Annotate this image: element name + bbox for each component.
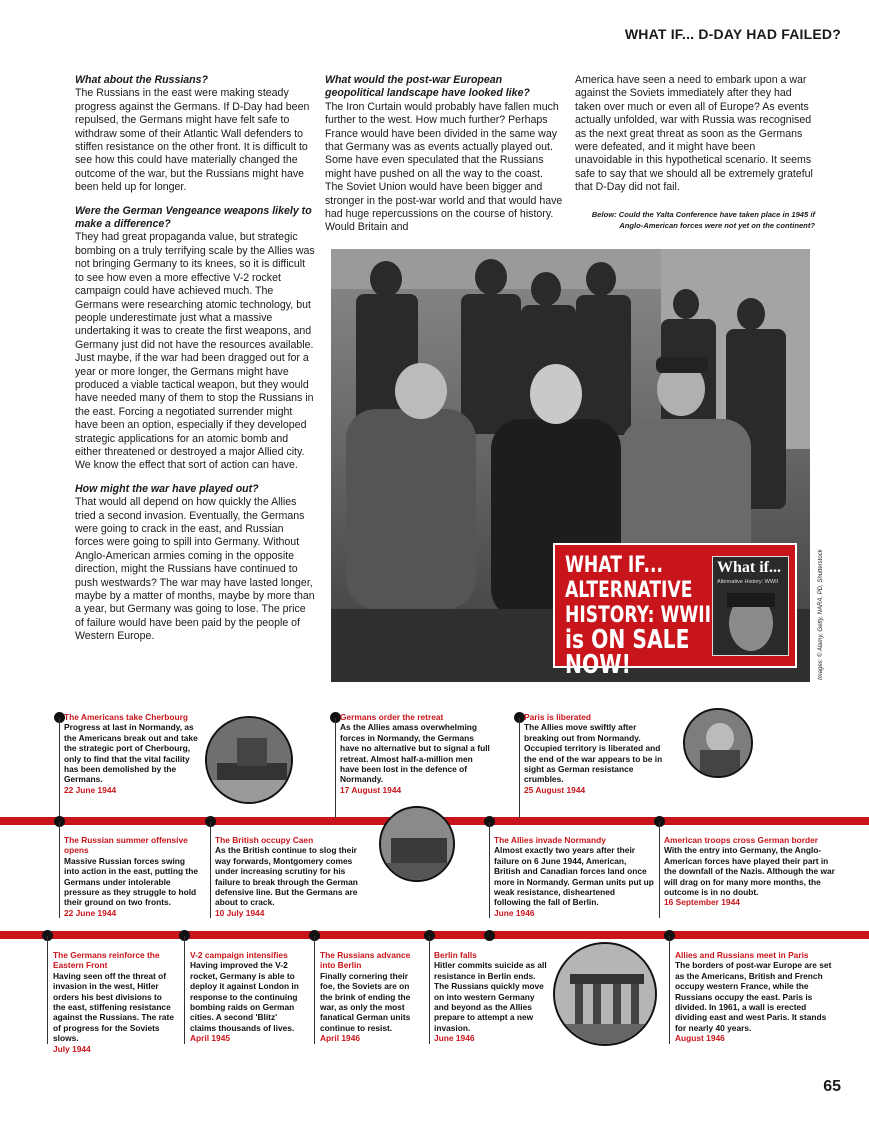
timeline-date: April 1946 <box>320 1033 361 1044</box>
timeline-entry <box>320 950 420 1044</box>
timeline-stem <box>59 718 60 818</box>
timeline-date: 22 June 1944 <box>64 784 117 795</box>
berlin-gate-photo <box>553 942 657 1046</box>
timeline-body: With the entry into Germany, the Anglo-American forces have played their part in the downfall of the Nazis. Although the war will drag on for many more months, the outcome is in no doubt. <box>664 845 835 898</box>
timeline-stem <box>429 936 430 1044</box>
caen-photo <box>379 806 455 882</box>
timeline-title: The Russians advance into Berlin <box>320 950 411 971</box>
page-number: 65 <box>823 1078 841 1095</box>
body-paragraph: The Iron Curtain would probably have fallen much further to the west. How much further? Perhaps France would have been divided in the same way that Germany was as events actually played out. Some have even speculated that the Russians might have pushed on all the way to the coast. The Soviet Union would have been bigger and stronger in the post-war world and that would have had huge repercussions on the course of history. Would Britain and <box>325 100 563 234</box>
timeline-body: Having improved the V-2 rocket, Germany is able to deploy it against London in response to the continuing bombing raids on German cities. A second 'Blitz' claims thousands of lives. <box>190 960 299 1033</box>
timeline-body: Finally cornering their foe, the Soviets are on the brink of ending the war, as only the most fanatical German units continue to resist. <box>320 970 411 1033</box>
timeline-title: The Americans take Cherbourg <box>64 712 188 722</box>
timeline-entry <box>64 835 199 918</box>
timeline-stem <box>59 822 60 918</box>
timeline-title: The Russian summer offensive opens <box>64 835 188 856</box>
timeline-entry <box>64 712 199 795</box>
timeline-entry <box>340 712 490 795</box>
timeline-stem <box>519 718 520 818</box>
hitler-portrait-icon <box>713 587 788 657</box>
timeline-marker <box>484 930 495 941</box>
timeline-body: Having seen off the threat of invasion in the west, Hitler orders his best divisions to the east, stiffening resistance against the Russians. The rate of progress for the Soviets slows. <box>53 970 175 1044</box>
magazine-title: What if... <box>717 559 781 576</box>
timeline-entry <box>190 950 305 1044</box>
paris-liberated-illustration <box>685 710 753 778</box>
brandenburg-gate-illustration <box>555 944 657 1046</box>
on-sale-advert[interactable] <box>553 543 797 680</box>
timeline-title: Germans order the retreat <box>340 712 444 722</box>
timeline-stem <box>314 936 315 1044</box>
timeline-stem <box>335 718 336 818</box>
timeline-stem <box>210 822 211 918</box>
caen-photo-illustration <box>381 808 455 882</box>
magazine-subtitle: Alternative History: WWII <box>717 579 779 585</box>
timeline-stem <box>489 822 490 918</box>
photo-caption: Below: Could the Yalta Conference have taken place in 1945 if Anglo-American forces were not yet on the continent? <box>591 210 815 230</box>
timeline-date: 17 August 1944 <box>340 784 402 795</box>
timeline-stem <box>47 936 48 1044</box>
timeline-title: The Allies invade Normandy <box>494 835 606 845</box>
page-header: WHAT IF... D-DAY HAD FAILED? <box>624 26 841 42</box>
body-paragraph: That would all depend on how quickly the Allies tried a second invasion. Eventually, the Germans were going to crack in the east, and Russian forces were going to spill into Germany. Without Anglo-American armies coming in the opposite direction, might the Russians have continued to push westwards? The war may have lasted longer, maybe by a matter of months, maybe by more than a year, but Germany was going to lose. The price of failure would have been paid by the people of Western Europe. <box>75 496 315 643</box>
advert-line: HISTORY: WWII <box>565 603 712 628</box>
timeline-date: 16 September 1944 <box>664 897 740 908</box>
timeline-date: 10 July 1944 <box>215 907 265 918</box>
question-heading: What about the Russians? <box>75 74 209 86</box>
timeline-date: 22 June 1944 <box>64 907 117 918</box>
timeline-body: As the Allies amass overwhelming forces in Normandy, the Germans have no alternative but to signal a full retreat. Almost half-a-million men have been lost in the defence of Normandy. <box>340 722 490 785</box>
timeline-body: Massive Russian forces swing into action in the east, putting the Germans under intolerable pressure as they struggle to hold their ground on two fronts. <box>64 855 198 908</box>
timeline-title: V-2 campaign intensifies <box>190 950 288 960</box>
timeline-body: Almost exactly two years after their failure on 6 June 1944, American, British and Canadian forces land once more in Normandy. German units put up weak resistance, disheartened following the fall of Berlin. <box>494 845 654 908</box>
timeline-title: Allies and Russians meet in Paris <box>675 950 809 960</box>
cherbourg-photo-illustration <box>207 718 293 804</box>
body-paragraph: America have seen a need to embark upon a war against the Soviets immediately after they had taken over much or even all of Europe? As events actually unfolded, war with Russia was recognised as the next great threat as soon as the Germans were defeated, and it might have been unavoidable in this hypothetical scenario. It seems safe to say that we should all be extremely grateful that D-Day did not fail. <box>575 74 813 194</box>
advert-line: is ON SALE NOW! <box>565 625 690 680</box>
timeline-title: American troops cross German border <box>664 835 819 845</box>
column-1 <box>75 74 315 648</box>
timeline-entry <box>675 950 835 1044</box>
advert-line: WHAT IF... <box>565 553 664 578</box>
body-paragraph: They had great propaganda value, but strategic bombing on a truly terrifying scale by the Allies was not bringing Germany to its knees, so it is difficult to see how even a more effective V-2 rocket campaign could have achieved much. The Germans were researching atomic technology, but people underestimate just what a massive undertaking it was to create the first weapons, and Germany just did not have the resources available. Just maybe, if the war had been dragged out for a year or more longer, the Germans might have produced a viable tactical weapon, but they would have needed many of them to stop the Russians in the east. Forcing a negotiated surrender might have been an option, especially if they developed strategic applications for an atomic bomb and either threatened or destroyed a major Allied city. We know the effect that sort of action can have. <box>75 231 315 472</box>
timeline-body: The borders of post-war Europe are set as the Americans, British and French occupy western France, while the Russians occupy the east. Paris is divided. In 1961, a wall is erected dividing east and west Paris. It stands for nearly 40 years. <box>675 960 832 1033</box>
timeline-entry <box>524 712 664 795</box>
timeline-date: 25 August 1944 <box>524 784 586 795</box>
timeline-date: June 1946 <box>494 907 535 918</box>
question-heading: What would the post-war European geopolitical landscape have looked like? <box>325 74 530 100</box>
column-2 <box>325 74 563 239</box>
timeline-date: August 1946 <box>675 1033 725 1044</box>
image-credit: Images: © Alamy, Getty, NARA, PD, Shutterstock <box>818 549 824 680</box>
timeline-body: Progress at last in Normandy, as the Americans break out and take the strategic port of Cherbourg, only to find that the vital facility has been demolished by the Germans. <box>64 722 198 785</box>
timeline-stem <box>184 936 185 1044</box>
yalta-photo <box>331 249 810 682</box>
timeline-date: July 1944 <box>53 1043 91 1054</box>
magazine-cover <box>712 556 789 656</box>
timeline-body: Hitler commits suicide as all resistance in Berlin ends. The Russians quickly move on into western Germany and beyond as the Allies prepare to attempt a new invasion. <box>434 960 547 1033</box>
timeline-body: The Allies move swiftly after breaking out from Normandy. Occupied territory is liberated and the end of the war appears to be in sight as German resistance crumbles. <box>524 722 663 785</box>
advert-line: ALTERNATIVE <box>565 578 693 603</box>
timeline-stem <box>669 936 670 1044</box>
paris-liberated-photo <box>683 708 753 778</box>
timeline-entry <box>215 835 365 918</box>
timeline-body: As the British continue to slog their way forwards, Montgomery comes under increasing scrutiny for his failure to break through the German defensive line. But the Germans are about to crack. <box>215 845 358 908</box>
timeline-date: April 1945 <box>190 1033 231 1044</box>
question-heading: Were the German Vengeance weapons likely to make a difference? <box>75 204 312 231</box>
timeline-entry <box>53 950 175 1054</box>
timeline-title: Paris is liberated <box>524 712 592 722</box>
timeline-title: Berlin falls <box>434 950 477 960</box>
column-3 <box>575 74 815 199</box>
timeline-stem <box>659 822 660 918</box>
advert-text <box>565 553 737 678</box>
question-heading: How might the war have played out? <box>75 482 259 495</box>
timeline-title: The British occupy Caen <box>215 835 314 845</box>
timeline-entry <box>664 835 839 908</box>
timeline-entry <box>494 835 654 918</box>
timeline-date: June 1946 <box>434 1033 475 1044</box>
timeline-title: The Germans reinforce the Eastern Front <box>53 950 160 971</box>
body-paragraph: The Russians in the east were making steady progress against the Germans. If D-Day had been repulsed, the Germans might have felt safe to withdraw some of their Atlantic Wall defenders to stiffen resistance on the other front. It is difficult to see how this could have materially changed the outcome of the war, but the Russians might have been held up for longer. <box>75 87 310 194</box>
cherbourg-photo <box>205 716 293 804</box>
timeline-entry <box>434 950 549 1044</box>
